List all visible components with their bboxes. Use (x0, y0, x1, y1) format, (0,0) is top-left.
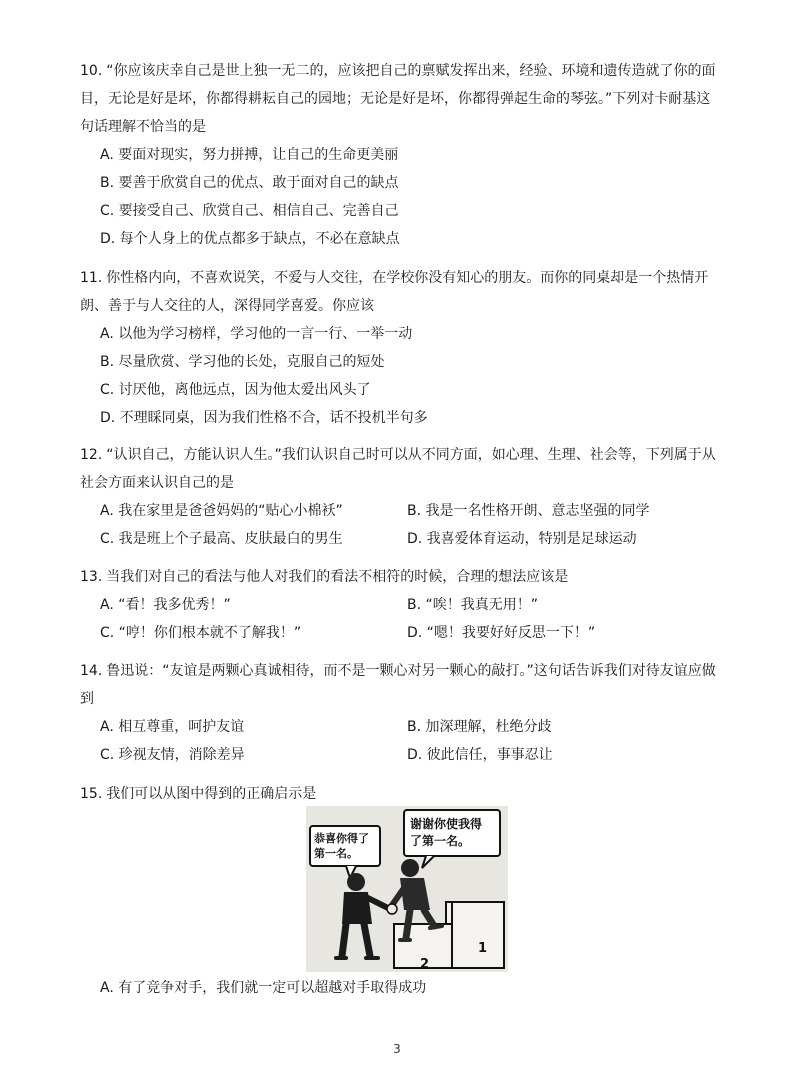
question-11 (80, 264, 720, 432)
cartoon-illustration (306, 806, 508, 972)
bubble-right-text: 谢谢你使我得 了第一名。 (410, 817, 483, 848)
option-d: D. 彼此信任，事事忍让 (407, 747, 553, 763)
question-stem: 13. 当我们对自己的看法与他人对我们的看法不相符的时候，合理的想法应该是 (80, 569, 569, 585)
option-a: A. 要面对现实，努力拼搏，让自己的生命更美丽 (100, 147, 399, 163)
question-13 (80, 563, 720, 647)
question-14 (80, 657, 720, 769)
option-d: D. 我喜爱体育运动，特别是足球运动 (407, 531, 637, 547)
option-a: A. 相互尊重，呵护友谊 (100, 719, 245, 735)
question-stem: 12. “认识自己，方能认识人生。”我们认识自己时可以从不同方面，如心理、生理、社会等，下列属于从社会方面来认识自己的是 (80, 447, 716, 491)
question-15-options (80, 974, 720, 1002)
option-b: B. 尽量欣赏、学习他的长处，克服自己的短处 (100, 354, 385, 370)
option-d: D. 不理睬同桌，因为我们性格不合，话不投机半句多 (100, 410, 428, 426)
question-12 (80, 441, 720, 553)
question-10 (80, 57, 720, 253)
option-a: A. “看！我多优秀！” (100, 597, 231, 613)
question-15 (80, 780, 720, 808)
podium-first-label: 1 (478, 941, 488, 956)
option-c: C. 讨厌他，离他远点，因为他太爱出风头了 (100, 382, 371, 398)
podium-second-label: 2 (420, 957, 430, 972)
bubble-left-text: 恭喜你得了 第一名。 (314, 832, 369, 860)
option-c: C. 我是班上个子最高、皮肤最白的男生 (100, 531, 343, 547)
option-b: B. 加深理解，杜绝分歧 (407, 719, 552, 735)
option-c: C. 珍视友情，消除差异 (100, 747, 245, 763)
cartoon-figure (306, 806, 508, 972)
question-stem: 14. 鲁迅说：“友谊是两颗心真诚相待，而不是一颗心对另一颗心的敲打。”这句话告诉我们对待友谊应做到 (80, 663, 716, 707)
question-stem: 11. 你性格内向，不喜欢说笑，不爱与人交往，在学校你没有知心的朋友。而你的同桌却是一个热情开朗、善于与人交往的人，深得同学喜爱。你应该 (80, 270, 709, 314)
option-d: D. 每个人身上的优点都多于缺点，不必在意缺点 (100, 231, 400, 247)
question-stem: 10. “你应该庆幸自己是世上独一无二的，应该把自己的禀赋发挥出来，经验、环境和遗传造就了你的面目，无论是好是坏，你都得耕耘自己的园地；无论是好是坏，你都得弹起生命的琴弦。”下列对卡耐基这句话理解不恰当的是 (80, 63, 716, 135)
option-a: A. 有了竞争对手，我们就一定可以超越对手取得成功 (100, 980, 427, 996)
option-b: B. 我是一名性格开朗、意志坚强的同学 (407, 503, 650, 519)
option-c: C. 要接受自己、欣赏自己、相信自己、完善自己 (100, 203, 399, 219)
page-number: 3 (393, 1042, 401, 1056)
option-a: A. 以他为学习榜样，学习他的一言一行、一举一动 (100, 326, 413, 342)
option-b: B. “唉！我真无用！” (407, 597, 539, 613)
option-a: A. 我在家里是爸爸妈妈的“贴心小棉袄” (100, 503, 343, 519)
question-stem: 15. 我们可以从图中得到的正确启示是 (80, 786, 317, 802)
option-c: C. “哼！你们根本就不了解我！” (100, 625, 302, 641)
option-d: D. “嗯！我要好好反思一下！” (407, 625, 596, 641)
handshake (387, 904, 397, 914)
option-b: B. 要善于欣赏自己的优点、敢于面对自己的缺点 (100, 175, 399, 191)
